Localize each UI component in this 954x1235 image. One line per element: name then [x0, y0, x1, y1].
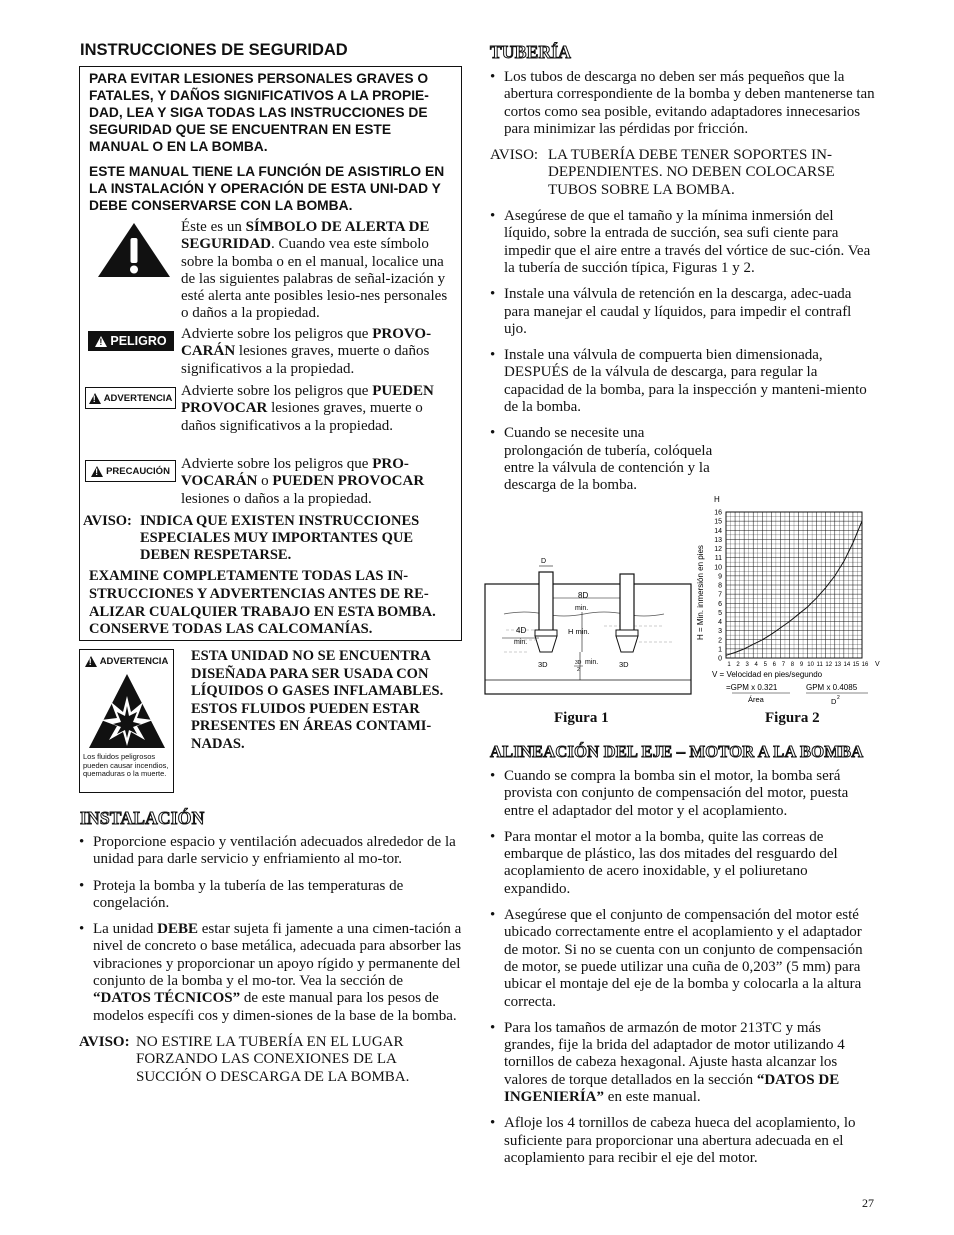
peligro-text-bold: PROVO-CARÁN — [181, 326, 432, 360]
fig2-y-tick-label: 3 — [718, 628, 722, 636]
flammable-alert-icon — [85, 656, 97, 667]
fig2-x-tick-label: 11 — [816, 662, 823, 668]
precaucion-text-pre: Advierte sobre los peligros que — [181, 456, 373, 472]
flammable-caption: Los fluidos peligrosos pueden causar incendios, quemaduras o la muerte. — [83, 752, 169, 778]
fig2-x-tick-label: 16 — [861, 662, 869, 668]
alineacion-bullet-3: • Asegúrese que el conjunto de compensación del motor esté ubicado correctamente entre el acoplamiento y el adaptador de motor. Si no se cuenta con un conjunto de compensación de motor, se puede utilizar una cuña de 0,203” (5 mm) para ubicar el montaje del eje de la bomba y colocarla a la altura correcta. — [490, 907, 875, 1011]
flammable-badge — [83, 653, 170, 669]
fig2-y-tick-label: 10 — [714, 564, 722, 572]
fig1-label-4d: 4D — [516, 626, 527, 635]
fig2-y-tick-label: 6 — [718, 600, 722, 608]
tuberia-aviso — [490, 147, 875, 199]
precaucion-badge-label: PRECAUCIÓN — [106, 465, 170, 477]
fig2-y-tick-label: 9 — [718, 573, 722, 581]
safety-intro-1: PARA EVITAR LESIONES PERSONALES GRAVES O FATALES, Y DAÑOS SIGNIFICATIVOS A LA PROPIE-DAD, LEA Y SIGA TODAS LAS INSTRUCCIONES DE SEGURIDAD QUE SE ENCUENTRAN EN ESTE MANUAL O EN LA BOMBA. — [89, 71, 429, 154]
fig2-x-tick-label: 4 — [754, 662, 758, 668]
flammable-badge-label: ADVERTENCIA — [99, 655, 169, 667]
precaucion-text-bold-2: PUEDEN PROVOCAR — [272, 473, 425, 490]
safety-symbol-text — [181, 219, 455, 323]
peligro-text — [181, 326, 455, 378]
flammable-warning-text: ESTA UNIDAD NO SE ENCUENTRA DISEÑADA PARA SER USADA CON LÍQUIDOS O GASES INFLAMABLES. ESTOS FLUIDOS PUEDEN ESTAR PRESENTES EN ÁREAS CONTAMI-NADAS. — [191, 648, 444, 752]
safety-aviso — [83, 513, 455, 564]
fig2-x-tick-label: 15 — [852, 662, 860, 668]
fig1-label-4d-min: min. — [514, 639, 528, 646]
advertencia-text — [181, 383, 455, 435]
instalacion-list — [79, 834, 463, 1086]
fig2-formula-1-den: Área — [748, 695, 764, 704]
fig2-x-tick-label: 2 — [736, 662, 740, 668]
figure-1-diagram — [484, 552, 692, 697]
fig2-v-text: V = Velocidad en pies/segundo — [712, 670, 823, 679]
fig2-x-tick-label: 12 — [825, 662, 833, 668]
tuberia-bullet-2: • Asegúrese de que el tamaño y la mínima inmersión del líquido, sobre la entrada de succión, sea sufi ciente para impedir que el aire entre a través del vórtice de suc-ción. Vea la tubería de succión típica, Figuras 1 y 2. — [490, 208, 875, 277]
fig2-y-tick-label: 1 — [718, 646, 722, 654]
fig2-x-tick-label: 13 — [834, 662, 842, 668]
instalacion-aviso-text: NO ESTIRE LA TUBERÍA EN EL LUGAR FORZANDO LAS CONEXIONES DE LA SUCCIÓN O DESCARGA DE LA BOMBA. — [136, 1033, 410, 1085]
advertencia-alert-icon — [89, 393, 101, 404]
fig1-label-3d-right: 3D — [619, 660, 629, 669]
instalacion-b3-post: de este manual para los pesos de modelos específi cos y dimen-siones de la base de la bomba. — [93, 990, 457, 1024]
precaucion-text-mid: o — [257, 473, 273, 490]
fig2-x-tick-label: 6 — [772, 662, 777, 668]
flammable-decal — [79, 649, 174, 793]
precaucion-text-post: lesiones o daños a la propiedad. — [181, 490, 372, 507]
fig2-x-tick-label: 5 — [763, 662, 767, 668]
advertencia-text-bold: PUEDEN PROVOCAR — [181, 383, 434, 417]
fig1-label-d2-num: 3D — [575, 660, 582, 666]
safety-examine: EXAMINE COMPLETAMENTE TODAS LAS IN-STRUCCIONES Y ADVERTENCIAS ANTES DE RE-ALIZAR CUALQUIER TRABAJO EN ESTA BOMBA. — [89, 568, 436, 620]
fig2-y-tick-label: 12 — [714, 546, 722, 553]
fig2-y-tick-label: 8 — [718, 582, 722, 590]
fig2-y-tick-label: 13 — [714, 536, 722, 544]
symbol-text-pre: Éste es un — [181, 219, 246, 235]
safety-aviso-label: AVISO: — [83, 513, 132, 529]
safety-box — [79, 66, 462, 641]
precaucion-text — [181, 456, 455, 508]
tuberia-list — [490, 69, 875, 495]
fig1-label-3d-left: 3D — [538, 660, 548, 669]
tuberia-aviso-label: AVISO: — [490, 147, 539, 164]
figure-2-chart — [690, 490, 890, 705]
fig1-label-d2-min: min. — [585, 659, 599, 666]
peligro-text-post: lesiones graves, muerte o daños significativos a la propiedad. — [181, 343, 430, 377]
fig2-x-tick-label: 10 — [807, 662, 814, 668]
instalacion-b3-bold-2: “DATOS TÉCNICOS” — [93, 990, 241, 1007]
tuberia-bullet-4: • Instale una válvula de compuerta bien dimensionada, DESPUÉS de la válvula de descarga, para regular la capacidad de la bomba, para la inspección y manteni-miento de la bomba. — [490, 347, 875, 416]
instalacion-aviso-label: AVISO: — [79, 1033, 130, 1050]
fig1-label-8d-min: min. — [575, 605, 589, 612]
alineacion-list — [490, 768, 875, 1167]
symbol-text-bold: SÍMBOLO DE ALERTA DE SEGURIDAD — [181, 219, 430, 253]
fig2-y-title: H = Min. inmersión en pies — [696, 545, 705, 640]
fig2-h-label: H — [714, 495, 720, 504]
fig1-label-d: D — [541, 558, 547, 565]
precaucion-alert-icon — [91, 466, 103, 477]
tuberia-bullet-3: • Instale una válvula de retención en la descarga, adec-uada para manejar el caudal y líquidos, para impedir el contrafl ujo. — [490, 286, 875, 338]
alineacion-bullet-4 — [490, 1020, 875, 1106]
alineacion-b4-bold: “DATOS DE INGENIERÍA” — [504, 1071, 840, 1106]
instalacion-bullet-3 — [79, 921, 463, 1025]
peligro-alert-icon — [95, 336, 107, 347]
instalacion-bullet-1: • Proporcione espacio y ventilación adecuados alrededor de la unidad para darle servicio y enfriamiento al mo-tor. — [79, 834, 463, 869]
figure-2-caption: Figura 2 — [765, 710, 820, 726]
fig2-formula-2-sup: 2 — [837, 695, 840, 701]
safety-heading: INSTRUCCIONES DE SEGURIDAD — [80, 41, 348, 59]
alineacion-bullet-5: • Afloje los 4 tornillos de cabeza hueca del acoplamiento, lo suficiente para proporcionar una abertura adecuada en el acoplamiento para recibir el eje del motor. — [490, 1115, 875, 1167]
fig1-label-d2-den: 2 — [577, 667, 580, 673]
peligro-text-pre: Advierte sobre los peligros que — [181, 326, 373, 342]
alineacion-bullet-2: • Para montar el motor a la bomba, quite las correas de embarque de plástico, las dos mitades del resguardo del acoplamiento de acero inoxidable, y el poliuretano expandido. — [490, 829, 875, 898]
safety-intro-2: ESTE MANUAL TIENE LA FUNCIÓN DE ASISTIRLO EN LA INSTALACIÓN Y OPERACIÓN DE ESTA UNI-DAD Y DEBE CONSERVARSE CON LA BOMBA. — [89, 164, 445, 213]
safety-alert-icon — [96, 221, 172, 279]
fig2-y-tick-label: 2 — [718, 637, 722, 645]
instalacion-heading: INSTALACIÓN — [80, 808, 205, 828]
fig2-y-tick-label: 16 — [714, 509, 722, 517]
precaucion-badge — [85, 460, 176, 482]
fig2-v-label: V — [875, 661, 880, 668]
fig2-x-ticks — [727, 662, 869, 668]
fig2-y-tick-label: 14 — [714, 527, 722, 535]
page-number: 27 — [862, 1196, 874, 1210]
symbol-text-post: . Cuando vea este símbolo sobre la bomba o en el manual, localice una de las siguientes palabras de señal-ización y esté alerta ante posibles lesio-nes personales o daños a la propiedad. — [181, 236, 448, 322]
instalacion-b3-pre: La unidad — [93, 921, 158, 938]
fig2-y-tick-label: 4 — [718, 619, 722, 626]
fig2-formula-2: GPM x 0.4085 — [806, 683, 858, 692]
fig2-x-tick-label: 9 — [799, 662, 804, 668]
fig1-label-hmin: H min. — [568, 627, 590, 636]
tuberia-heading: TUBERÍA — [490, 42, 572, 62]
alineacion-bullet-1: • Cuando se compra la bomba sin el motor, la bomba será provista con conjunto de compensación del motor, puesta entre el adaptador del motor y el acoplamiento. — [490, 768, 875, 820]
instalacion-aviso — [79, 1034, 463, 1086]
alineacion-heading: ALINEACIÓN DEL EJE – MOTOR A LA BOMBA — [490, 742, 864, 761]
fig2-y-tick-label: 15 — [714, 518, 722, 526]
peligro-badge-label: PELIGRO — [110, 334, 167, 348]
alineacion-b4-post: en este manual. — [604, 1089, 701, 1106]
instalacion-bullet-2: • Proteja la bomba y la tubería de las temperaturas de congelación. — [79, 878, 463, 913]
fig2-x-tick-label: 8 — [790, 662, 795, 668]
fig2-grid — [726, 512, 862, 658]
peligro-badge — [88, 331, 174, 351]
alineacion-b4-pre: Para los tamaños de armazón de motor 213TC y más grandes, fije la brida del adaptador de motor utilizando 4 tornillos de cabeza hexagonal. Ajuste hasta alcanzar los valores de torque detallados en la sección — [504, 1019, 845, 1088]
fig2-y-tick-label: 5 — [718, 609, 722, 617]
advertencia-badge-label: ADVERTENCIA — [103, 392, 173, 404]
safety-aviso-text: INDICA QUE EXISTEN INSTRUCCIONES ESPECIALES MUY IMPORTANTES QUE DEBEN RESPETARSE. — [140, 513, 420, 563]
fig2-x-tick-label: 14 — [843, 662, 851, 668]
figure-1-caption: Figura 1 — [554, 710, 609, 726]
instalacion-b3-mid: estar sujeta fi jamente a una cimen-tación a nivel de concreto o base metálica, adecuada para absorber las vibraciones y proporcionar un apoyo rígido y permanente del conjunto de la bomba y el mo-tor. Vea la sección de — [93, 921, 462, 990]
advertencia-badge — [85, 387, 176, 409]
fig2-y-tick-label: 7 — [718, 591, 722, 599]
fig2-x-tick-label: 1 — [727, 662, 731, 668]
fig2-formula-1: =GPM x 0.321 — [726, 683, 778, 692]
safety-conserve: CONSERVE TODAS LAS CALCOMANÍAS. — [89, 621, 373, 637]
explosion-icon — [87, 672, 167, 752]
advertencia-text-pre: Advierte sobre los peligros que — [181, 383, 373, 399]
fig2-y-ticks — [714, 510, 722, 663]
fig2-y-tick-label: 0 — [718, 655, 722, 663]
fig2-y-tick-label: 11 — [714, 555, 722, 563]
instalacion-b3-bold: DEBE — [157, 921, 199, 938]
fig2-x-tick-label: 7 — [781, 662, 786, 668]
advertencia-text-post: lesiones graves, muerte o daños significativos a la propiedad. — [181, 400, 423, 434]
precaucion-text-bold-1: PRO-VOCARÁN — [181, 456, 409, 490]
fig2-formula-2-den: D — [831, 697, 837, 705]
tuberia-bullet-5: • Cuando se necesite una prolongación de tubería, colóquela entre la válvula de contención y la descarga de la bomba. — [490, 425, 719, 494]
tuberia-bullet-1: • Los tubos de descarga no deben ser más pequeños que la abertura correspondiente de la bomba y deben mantenerse tan cortos como sea posible, evitando adaptadores innecesarios para minimizar las pérdidas por fricción. — [490, 69, 875, 138]
fig1-label-8d: 8D — [578, 591, 589, 600]
tuberia-aviso-text: LA TUBERÍA DEBE TENER SOPORTES IN-DEPENDIENTES. NO DEBEN COLOCARSE TUBOS SOBRE LA BOMBA. — [548, 147, 835, 198]
fig2-x-tick-label: 3 — [745, 662, 749, 668]
